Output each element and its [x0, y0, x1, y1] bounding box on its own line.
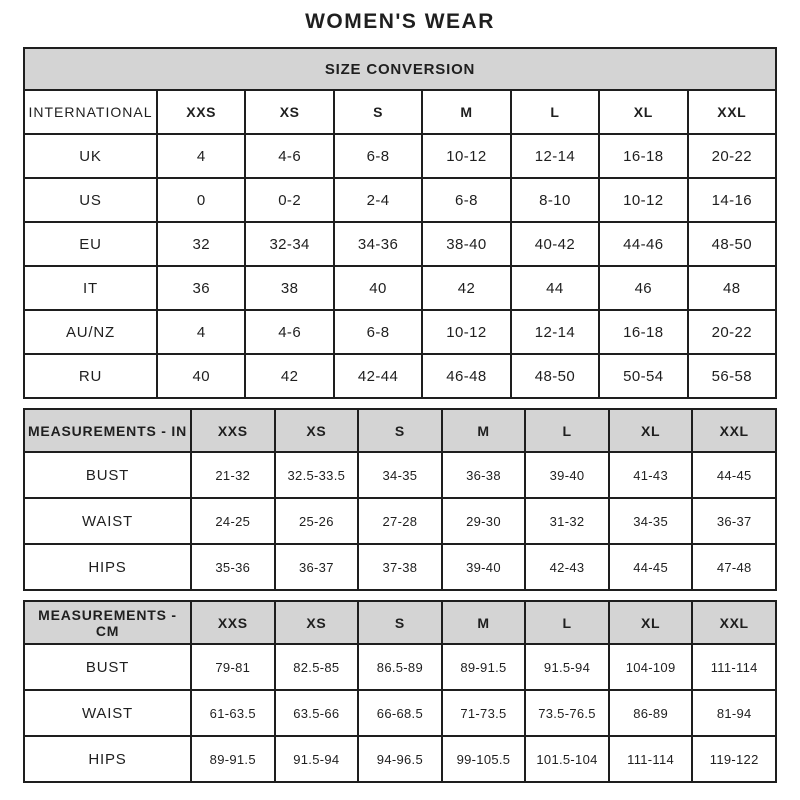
row-label-ru: RU [24, 354, 157, 398]
table-cell: 27-28 [358, 498, 442, 544]
column-header-xs: XS [275, 409, 359, 452]
row-label-hips: HIPS [24, 736, 191, 782]
table-row-eu [24, 222, 776, 266]
column-header-l: L [525, 409, 609, 452]
table-cell: 16-18 [599, 134, 687, 178]
table-cell: 44-46 [599, 222, 687, 266]
column-header-xxs: XXS [191, 601, 275, 644]
table-row-bust-in [24, 452, 776, 498]
column-header-xs: XS [275, 601, 359, 644]
table-cell: 48-50 [688, 222, 776, 266]
table-cell: 46 [599, 266, 687, 310]
column-header-l: L [525, 601, 609, 644]
table-cell: 99-105.5 [442, 736, 526, 782]
table-cell: 24-25 [191, 498, 275, 544]
table-cell: 63.5-66 [275, 690, 359, 736]
table-cell: 86.5-89 [358, 644, 442, 690]
table-cell: 91.5-94 [275, 736, 359, 782]
table-row-waist-cm [24, 690, 776, 736]
table-cell: 4 [157, 310, 245, 354]
table-row-ru [24, 354, 776, 398]
table-cell: 10-12 [599, 178, 687, 222]
size-conversion-header-row [24, 48, 776, 90]
table-cell: 66-68.5 [358, 690, 442, 736]
table-cell: 34-36 [334, 222, 422, 266]
table-cell: 39-40 [442, 544, 526, 590]
table-cell: 79-81 [191, 644, 275, 690]
table-cell: 4 [157, 134, 245, 178]
row-label-waist: WAIST [24, 498, 191, 544]
column-header-international: INTERNATIONAL [24, 90, 157, 134]
column-header-s: S [334, 90, 422, 134]
size-conversion-table [23, 47, 777, 399]
table-cell: 31-32 [525, 498, 609, 544]
row-label-us: US [24, 178, 157, 222]
row-label-eu: EU [24, 222, 157, 266]
measurements-cm-title: MEASUREMENTS - CM [24, 601, 191, 644]
table-cell: 71-73.5 [442, 690, 526, 736]
table-row-hips-in [24, 544, 776, 590]
table-cell: 42 [422, 266, 510, 310]
table-cell: 56-58 [688, 354, 776, 398]
table-cell: 47-48 [692, 544, 776, 590]
table-cell: 34-35 [358, 452, 442, 498]
table-cell: 40 [334, 266, 422, 310]
table-row-us [24, 178, 776, 222]
column-header-xxl: XXL [688, 90, 776, 134]
table-row-waist-in [24, 498, 776, 544]
table-cell: 37-38 [358, 544, 442, 590]
table-cell: 10-12 [422, 134, 510, 178]
table-cell: 14-16 [688, 178, 776, 222]
table-cell: 89-91.5 [442, 644, 526, 690]
column-header-xxs: XXS [191, 409, 275, 452]
column-header-s: S [358, 409, 442, 452]
table-row-uk [24, 134, 776, 178]
measurements-in-table [23, 408, 777, 591]
table-row-it [24, 266, 776, 310]
table-cell: 16-18 [599, 310, 687, 354]
table-cell: 42-44 [334, 354, 422, 398]
column-header-xl: XL [599, 90, 687, 134]
table-cell: 46-48 [422, 354, 510, 398]
table-cell: 36-37 [692, 498, 776, 544]
table-cell: 12-14 [511, 310, 599, 354]
table-cell: 111-114 [609, 736, 693, 782]
table-cell: 119-122 [692, 736, 776, 782]
column-header-m: M [442, 601, 526, 644]
table-cell: 81-94 [692, 690, 776, 736]
table-cell: 91.5-94 [525, 644, 609, 690]
table-cell: 4-6 [245, 310, 333, 354]
table-cell: 82.5-85 [275, 644, 359, 690]
row-label-aunz: AU/NZ [24, 310, 157, 354]
size-conversion-columns-row [24, 90, 776, 134]
table-cell: 8-10 [511, 178, 599, 222]
table-cell: 41-43 [609, 452, 693, 498]
table-row-aunz [24, 310, 776, 354]
measurements-in-title: MEASUREMENTS - IN [24, 409, 191, 452]
table-cell: 101.5-104 [525, 736, 609, 782]
table-cell: 20-22 [688, 134, 776, 178]
column-header-m: M [422, 90, 510, 134]
column-header-xxl: XXL [692, 601, 776, 644]
table-cell: 94-96.5 [358, 736, 442, 782]
table-cell: 38-40 [422, 222, 510, 266]
measurements-cm-table [23, 600, 777, 783]
row-label-bust: BUST [24, 644, 191, 690]
measurements-in-header-row [24, 409, 776, 452]
size-conversion-title: SIZE CONVERSION [24, 48, 776, 90]
table-cell: 89-91.5 [191, 736, 275, 782]
table-cell: 44-45 [692, 452, 776, 498]
table-cell: 0-2 [245, 178, 333, 222]
table-cell: 61-63.5 [191, 690, 275, 736]
table-cell: 111-114 [692, 644, 776, 690]
table-cell: 42-43 [525, 544, 609, 590]
table-cell: 32 [157, 222, 245, 266]
table-cell: 12-14 [511, 134, 599, 178]
column-header-s: S [358, 601, 442, 644]
table-cell: 48-50 [511, 354, 599, 398]
column-header-m: M [442, 409, 526, 452]
table-cell: 36-38 [442, 452, 526, 498]
table-cell: 104-109 [609, 644, 693, 690]
row-label-it: IT [24, 266, 157, 310]
row-label-bust: BUST [24, 452, 191, 498]
table-cell: 36-37 [275, 544, 359, 590]
column-header-xl: XL [609, 601, 693, 644]
column-header-xxl: XXL [692, 409, 776, 452]
measurements-cm-header-row [24, 601, 776, 644]
table-cell: 20-22 [688, 310, 776, 354]
table-cell: 44-45 [609, 544, 693, 590]
table-cell: 44 [511, 266, 599, 310]
table-cell: 40 [157, 354, 245, 398]
table-cell: 86-89 [609, 690, 693, 736]
table-cell: 35-36 [191, 544, 275, 590]
table-cell: 6-8 [334, 134, 422, 178]
column-header-xl: XL [609, 409, 693, 452]
column-header-xxs: XXS [157, 90, 245, 134]
column-header-xs: XS [245, 90, 333, 134]
table-row-hips-cm [24, 736, 776, 782]
table-cell: 39-40 [525, 452, 609, 498]
table-cell: 21-32 [191, 452, 275, 498]
table-cell: 40-42 [511, 222, 599, 266]
table-cell: 4-6 [245, 134, 333, 178]
table-cell: 50-54 [599, 354, 687, 398]
table-cell: 34-35 [609, 498, 693, 544]
table-cell: 48 [688, 266, 776, 310]
table-cell: 32-34 [245, 222, 333, 266]
table-cell: 29-30 [442, 498, 526, 544]
table-cell: 73.5-76.5 [525, 690, 609, 736]
row-label-uk: UK [24, 134, 157, 178]
table-cell: 10-12 [422, 310, 510, 354]
table-cell: 42 [245, 354, 333, 398]
column-header-l: L [511, 90, 599, 134]
table-cell: 6-8 [422, 178, 510, 222]
table-cell: 6-8 [334, 310, 422, 354]
table-cell: 36 [157, 266, 245, 310]
table-cell: 2-4 [334, 178, 422, 222]
row-label-waist: WAIST [24, 690, 191, 736]
page-title: WOMEN'S WEAR [305, 10, 495, 33]
row-label-hips: HIPS [24, 544, 191, 590]
table-cell: 38 [245, 266, 333, 310]
table-cell: 32.5-33.5 [275, 452, 359, 498]
table-row-bust-cm [24, 644, 776, 690]
table-cell: 25-26 [275, 498, 359, 544]
table-cell: 0 [157, 178, 245, 222]
